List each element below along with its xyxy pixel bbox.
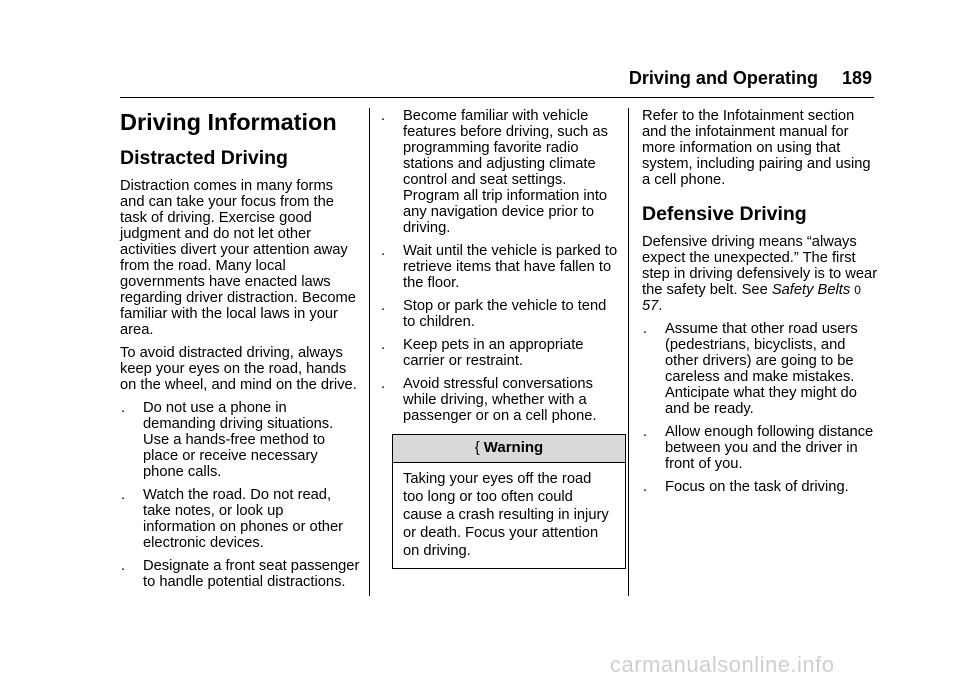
cross-reference-safety-belts[interactable]: Safety Belts: [771, 282, 851, 298]
bullet-list: [380, 108, 620, 424]
bullet-mark: .: [643, 479, 648, 495]
column-2: [380, 108, 620, 569]
running-header: [0, 68, 872, 89]
list-item-text: Avoid stressful conversations while driving, whether with a passenger or on a cell phone.: [403, 376, 597, 424]
watermark: carmanualsonline.info: [610, 652, 835, 677]
warning-text: Taking your eyes off the road too long or too often could cause a crash resulting in injury or death. Focus your attention on driving.: [403, 471, 609, 559]
paragraph-text: Defensive driving means “always expect the unexpected.” The first step in driving defensively is to wear the safety belt. See: [642, 234, 878, 298]
bullet-list: [642, 321, 878, 495]
list-item: [642, 424, 878, 472]
page-number: 189: [841, 68, 872, 88]
warning-box: [392, 434, 626, 569]
bullet-mark: .: [121, 400, 126, 416]
bullet-mark: .: [381, 298, 386, 314]
list-item: [120, 487, 360, 551]
bullet-mark: .: [381, 108, 386, 124]
page-ref-arrow-icon: 0: [854, 283, 861, 297]
list-item-text: Focus on the task of driving.: [665, 479, 849, 495]
bullet-mark: .: [643, 321, 648, 337]
list-item: [642, 479, 878, 495]
paragraph: Distraction comes in many forms and can take your focus from the task of driving. Exercise good judgment and do not let other activities divert your attention away from the road. Many local governments have enacted laws regarding driver distraction. Become familiar with the local laws in your area.: [120, 178, 356, 338]
list-item-text: Assume that other road users (pedestrians, bicyclists, and other drivers) are going to be careless and make mistakes. Anticipate what they might do and be ready.: [665, 321, 858, 417]
warning-header: [393, 435, 625, 463]
bullet-mark: .: [381, 337, 386, 353]
list-item: [642, 321, 878, 417]
heading-driving-information: Driving Information: [120, 109, 337, 135]
list-item-text: Do not use a phone in demanding driving situations. Use a hands-free method to place or receive necessary phone calls.: [143, 400, 334, 480]
warning-icon: {: [474, 439, 480, 456]
list-item: [380, 108, 620, 236]
list-item-text: Keep pets in an appropriate carrier or restraint.: [403, 337, 584, 369]
bullet-mark: .: [381, 376, 386, 392]
paragraph: [642, 234, 878, 314]
paragraph: Refer to the Infotainment section and the infotainment manual for more information on using that system, including pairing and using a cell phone.: [642, 108, 871, 188]
column-3: [642, 108, 878, 502]
column-divider-2: [628, 108, 629, 596]
list-item-text: Stop or park the vehicle to tend to children.: [403, 298, 607, 330]
bullet-list: [120, 400, 360, 590]
list-item-text: Allow enough following distance between you and the driver in front of you.: [665, 424, 874, 472]
bullet-mark: .: [121, 558, 126, 574]
list-item: [120, 558, 360, 590]
column-1: [120, 108, 360, 597]
list-item: [380, 243, 620, 291]
list-item-text: Become familiar with vehicle features before driving, such as programming favorite radio stations and adjusting climate control and seat settings. Program all trip information into any navigation device prior to driving.: [403, 108, 608, 236]
list-item: [120, 400, 360, 480]
list-item-text: Designate a front seat passenger to handle potential distractions.: [143, 558, 360, 590]
bullet-mark: .: [643, 424, 648, 440]
list-item-text: Wait until the vehicle is parked to retrieve items that have fallen to the floor.: [403, 243, 618, 291]
heading-defensive-driving: Defensive Driving: [642, 203, 807, 225]
list-item: [380, 337, 620, 369]
bullet-mark: .: [381, 243, 386, 259]
page-ref-number[interactable]: 57: [642, 298, 659, 314]
header-rule: [120, 97, 874, 98]
period: .: [658, 298, 663, 314]
paragraph: To avoid distracted driving, always keep your eyes on the road, hands on the wheel, and mind on the drive.: [120, 345, 357, 393]
column-divider-1: [369, 108, 370, 596]
warning-title: Warning: [483, 439, 544, 456]
list-item-text: Watch the road. Do not read, take notes, or look up information on phones or other electronic devices.: [143, 487, 344, 551]
list-item: [380, 298, 620, 330]
bullet-mark: .: [121, 487, 126, 503]
list-item: [380, 376, 620, 424]
section-title: Driving and Operating: [628, 68, 818, 88]
heading-distracted-driving: Distracted Driving: [120, 147, 288, 169]
